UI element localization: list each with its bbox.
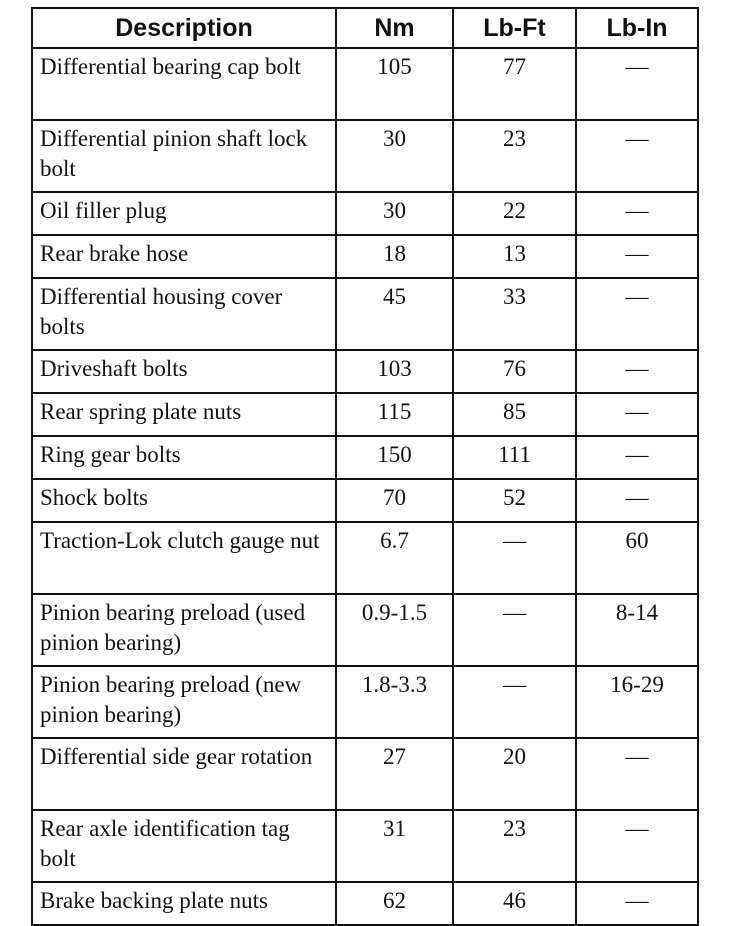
cell-description: Rear axle identification tag bolt bbox=[32, 810, 336, 882]
cell-lb-in: 60 bbox=[576, 522, 698, 594]
cell-nm: 30 bbox=[336, 120, 453, 192]
table-row bbox=[32, 479, 698, 522]
table-row bbox=[32, 48, 698, 120]
cell-lb-ft: 33 bbox=[453, 278, 576, 350]
cell-lb-ft: — bbox=[453, 666, 576, 738]
cell-nm: 45 bbox=[336, 278, 453, 350]
cell-lb-in: — bbox=[576, 278, 698, 350]
table-row bbox=[32, 120, 698, 192]
cell-description: Rear spring plate nuts bbox=[32, 393, 336, 436]
header-lb-in: Lb-In bbox=[576, 8, 698, 48]
cell-lb-ft: 23 bbox=[453, 120, 576, 192]
cell-nm: 62 bbox=[336, 882, 453, 925]
cell-nm: 18 bbox=[336, 235, 453, 278]
cell-lb-in: — bbox=[576, 810, 698, 882]
cell-description: Differential housing cover bolts bbox=[32, 278, 336, 350]
cell-description: Rear brake hose bbox=[32, 235, 336, 278]
table-row bbox=[32, 882, 698, 925]
cell-lb-in: 8-14 bbox=[576, 594, 698, 666]
cell-description: Differential side gear rotation bbox=[32, 738, 336, 810]
table-row bbox=[32, 436, 698, 479]
cell-lb-in: 16-29 bbox=[576, 666, 698, 738]
table-row bbox=[32, 350, 698, 393]
cell-lb-ft: 76 bbox=[453, 350, 576, 393]
cell-description: Pinion bearing preload (new pinion bearing) bbox=[32, 666, 336, 738]
cell-nm: 6.7 bbox=[336, 522, 453, 594]
cell-lb-ft: 85 bbox=[453, 393, 576, 436]
cell-nm: 30 bbox=[336, 192, 453, 235]
cell-lb-in: — bbox=[576, 479, 698, 522]
cell-description: Differential pinion shaft lock bolt bbox=[32, 120, 336, 192]
header-lb-ft: Lb-Ft bbox=[453, 8, 576, 48]
cell-nm: 1.8-3.3 bbox=[336, 666, 453, 738]
cell-nm: 0.9-1.5 bbox=[336, 594, 453, 666]
cell-nm: 27 bbox=[336, 738, 453, 810]
cell-description: Brake backing plate nuts bbox=[32, 882, 336, 925]
cell-description: Pinion bearing preload (used pinion bearing) bbox=[32, 594, 336, 666]
cell-lb-ft: 111 bbox=[453, 436, 576, 479]
table-row bbox=[32, 235, 698, 278]
header-row bbox=[32, 8, 698, 48]
cell-lb-ft: 52 bbox=[453, 479, 576, 522]
cell-description: Ring gear bolts bbox=[32, 436, 336, 479]
table-row bbox=[32, 278, 698, 350]
cell-lb-in: — bbox=[576, 192, 698, 235]
table-row bbox=[32, 594, 698, 666]
cell-lb-ft: 23 bbox=[453, 810, 576, 882]
cell-nm: 31 bbox=[336, 810, 453, 882]
cell-lb-in: — bbox=[576, 882, 698, 925]
header-description: Description bbox=[32, 8, 336, 48]
cell-description: Oil filler plug bbox=[32, 192, 336, 235]
cell-lb-ft: 46 bbox=[453, 882, 576, 925]
cell-lb-in: — bbox=[576, 436, 698, 479]
cell-nm: 103 bbox=[336, 350, 453, 393]
cell-lb-in: — bbox=[576, 48, 698, 120]
cell-description: Traction-Lok clutch gauge nut bbox=[32, 522, 336, 594]
cell-lb-ft: 77 bbox=[453, 48, 576, 120]
cell-description: Shock bolts bbox=[32, 479, 336, 522]
table-row bbox=[32, 192, 698, 235]
cell-nm: 105 bbox=[336, 48, 453, 120]
cell-description: Driveshaft bolts bbox=[32, 350, 336, 393]
cell-nm: 150 bbox=[336, 436, 453, 479]
table-row bbox=[32, 738, 698, 810]
table-row bbox=[32, 393, 698, 436]
cell-lb-in: — bbox=[576, 350, 698, 393]
cell-lb-ft: 13 bbox=[453, 235, 576, 278]
torque-spec-table bbox=[31, 7, 699, 926]
cell-lb-in: — bbox=[576, 393, 698, 436]
cell-lb-in: — bbox=[576, 235, 698, 278]
table-row bbox=[32, 522, 698, 594]
cell-lb-ft: 20 bbox=[453, 738, 576, 810]
cell-lb-ft: — bbox=[453, 522, 576, 594]
cell-nm: 70 bbox=[336, 479, 453, 522]
cell-lb-in: — bbox=[576, 738, 698, 810]
cell-lb-ft: 22 bbox=[453, 192, 576, 235]
cell-nm: 115 bbox=[336, 393, 453, 436]
cell-lb-in: — bbox=[576, 120, 698, 192]
cell-lb-ft: — bbox=[453, 594, 576, 666]
table-row bbox=[32, 810, 698, 882]
header-nm: Nm bbox=[336, 8, 453, 48]
cell-description: Differential bearing cap bolt bbox=[32, 48, 336, 120]
table-row bbox=[32, 666, 698, 738]
